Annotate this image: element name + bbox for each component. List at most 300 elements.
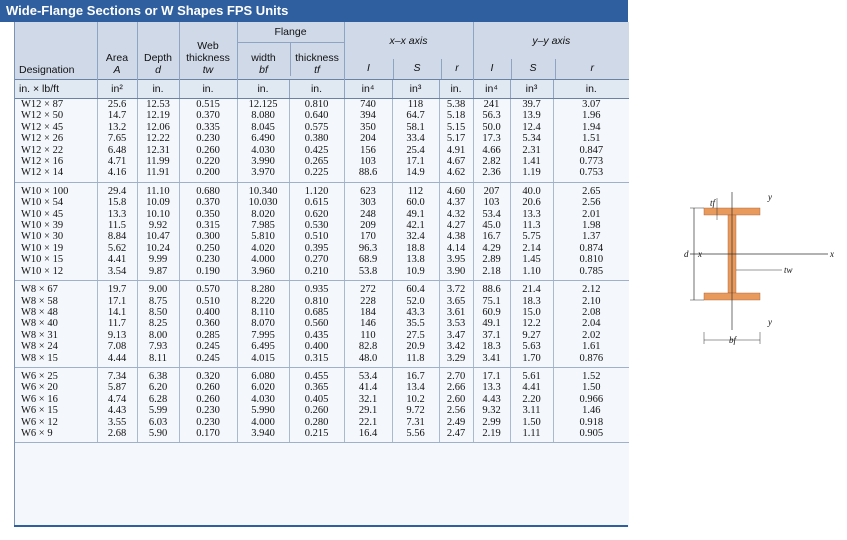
value-cell: 2.12 bbox=[553, 281, 629, 296]
value-cell: 3.53 bbox=[439, 318, 473, 329]
unit-cell: in. bbox=[439, 80, 473, 99]
value-cell: 11.7 bbox=[97, 318, 137, 329]
value-cell: 6.020 bbox=[237, 382, 289, 393]
value-cell: 6.490 bbox=[237, 133, 289, 144]
value-cell: 0.640 bbox=[289, 110, 344, 121]
value-cell: 118 bbox=[392, 99, 439, 111]
value-cell: 60.9 bbox=[473, 307, 510, 318]
value-cell: 60.0 bbox=[392, 197, 439, 208]
designation-cell: W12 × 16 bbox=[21, 156, 64, 168]
value-cell: 303 bbox=[344, 197, 392, 208]
value-cell: 12.125 bbox=[237, 99, 289, 111]
table-row bbox=[15, 394, 629, 405]
value-cell: 1.37 bbox=[553, 231, 629, 242]
value-cell: 0.365 bbox=[289, 382, 344, 393]
value-cell: 12.53 bbox=[137, 99, 179, 111]
value-cell: 8.070 bbox=[237, 318, 289, 329]
value-cell: 4.030 bbox=[237, 145, 289, 156]
value-cell: 0.285 bbox=[179, 330, 237, 341]
value-cell: 0.810 bbox=[289, 99, 344, 111]
value-cell: 8.00 bbox=[137, 330, 179, 341]
value-cell: 110 bbox=[344, 330, 392, 341]
value-cell: 394 bbox=[344, 110, 392, 121]
value-cell: 5.56 bbox=[392, 428, 439, 443]
value-cell: 0.515 bbox=[179, 99, 237, 111]
value-cell: 48.0 bbox=[344, 353, 392, 368]
table-row bbox=[15, 266, 629, 281]
table-row bbox=[15, 167, 629, 182]
value-cell: 13.3 bbox=[510, 209, 553, 220]
designation-cell: W10 × 39 bbox=[21, 220, 64, 232]
value-cell: 3.61 bbox=[439, 307, 473, 318]
value-cell: 3.90 bbox=[439, 266, 473, 281]
value-cell: 7.65 bbox=[97, 133, 137, 144]
value-cell: 0.230 bbox=[179, 254, 237, 265]
value-cell: 1.11 bbox=[510, 428, 553, 443]
value-cell: 0.425 bbox=[289, 145, 344, 156]
value-cell: 29.1 bbox=[344, 405, 392, 416]
value-cell: 8.045 bbox=[237, 122, 289, 133]
tf-label: tf bbox=[710, 198, 716, 208]
value-cell: 0.905 bbox=[553, 428, 629, 443]
value-cell: 53.4 bbox=[344, 367, 392, 382]
value-cell: 0.575 bbox=[289, 122, 344, 133]
value-cell: 1.94 bbox=[553, 122, 629, 133]
value-cell: 0.560 bbox=[289, 318, 344, 329]
value-cell: 103 bbox=[344, 156, 392, 167]
value-cell: 49.1 bbox=[473, 318, 510, 329]
value-cell: 11.8 bbox=[392, 353, 439, 368]
value-cell: 1.70 bbox=[510, 353, 553, 368]
value-cell: 82.8 bbox=[344, 341, 392, 352]
x-label-left: x bbox=[698, 249, 702, 259]
designation-cell: W12 × 22 bbox=[21, 144, 64, 156]
value-cell: 12.2 bbox=[510, 318, 553, 329]
value-cell: 5.90 bbox=[137, 428, 179, 443]
value-cell: 0.315 bbox=[289, 353, 344, 368]
value-cell: 60.4 bbox=[392, 281, 439, 296]
value-cell: 0.380 bbox=[289, 133, 344, 144]
value-cell: 0.320 bbox=[179, 367, 237, 382]
value-cell: 5.99 bbox=[137, 405, 179, 416]
value-cell: 5.990 bbox=[237, 405, 289, 416]
table-row bbox=[15, 353, 629, 368]
value-cell: 3.47 bbox=[439, 330, 473, 341]
value-cell: 4.71 bbox=[97, 156, 137, 167]
value-cell: 4.66 bbox=[473, 145, 510, 156]
value-cell: 13.8 bbox=[392, 254, 439, 265]
value-cell: 3.72 bbox=[439, 281, 473, 296]
value-cell: 112 bbox=[392, 182, 439, 197]
unit-cell: in. bbox=[179, 80, 237, 99]
table-row bbox=[15, 417, 629, 428]
value-cell: 13.3 bbox=[97, 209, 137, 220]
value-cell: 0.810 bbox=[289, 296, 344, 307]
value-cell: 228 bbox=[344, 296, 392, 307]
value-cell: 7.34 bbox=[97, 367, 137, 382]
designation-cell: W6 × 9 bbox=[15, 428, 97, 443]
table-bottom-rule bbox=[14, 525, 628, 527]
table-row bbox=[15, 281, 629, 296]
value-cell: 2.56 bbox=[553, 197, 629, 208]
table-row bbox=[15, 133, 629, 144]
value-cell: 2.14 bbox=[510, 243, 553, 254]
value-cell: 58.1 bbox=[392, 122, 439, 133]
value-cell: 17.1 bbox=[392, 156, 439, 167]
unit-cell: in³ bbox=[510, 80, 553, 99]
value-cell: 13.3 bbox=[473, 382, 510, 393]
value-cell: 1.98 bbox=[553, 220, 629, 231]
table-row bbox=[15, 254, 629, 265]
value-cell: 19.7 bbox=[97, 281, 137, 296]
value-cell: 8.84 bbox=[97, 231, 137, 242]
table-row bbox=[15, 318, 629, 329]
value-cell: 5.34 bbox=[510, 133, 553, 144]
value-cell: 4.000 bbox=[237, 254, 289, 265]
value-cell: 5.75 bbox=[510, 231, 553, 242]
value-cell: 4.74 bbox=[97, 394, 137, 405]
y-label-top: y bbox=[768, 192, 772, 202]
value-cell: 623 bbox=[344, 182, 392, 197]
value-cell: 0.245 bbox=[179, 353, 237, 368]
unit-cell: in⁴ bbox=[473, 80, 510, 99]
value-cell: 2.99 bbox=[473, 417, 510, 428]
value-cell: 350 bbox=[344, 122, 392, 133]
unit-cell: in³ bbox=[392, 80, 439, 99]
value-cell: 4.41 bbox=[510, 382, 553, 393]
value-cell: 13.4 bbox=[392, 382, 439, 393]
value-cell: 10.24 bbox=[137, 243, 179, 254]
value-cell: 53.8 bbox=[344, 266, 392, 281]
designation-cell: W8 × 15 bbox=[15, 353, 97, 368]
value-cell: 10.030 bbox=[237, 197, 289, 208]
value-cell: 103 bbox=[473, 197, 510, 208]
value-cell: 4.44 bbox=[97, 353, 137, 368]
value-cell: 3.42 bbox=[439, 341, 473, 352]
value-cell: 0.615 bbox=[289, 197, 344, 208]
y-label-bottom: y bbox=[768, 317, 772, 327]
value-cell: 5.810 bbox=[237, 231, 289, 242]
value-cell: 35.5 bbox=[392, 318, 439, 329]
value-cell: 5.38 bbox=[439, 99, 473, 111]
value-cell: 22.1 bbox=[344, 417, 392, 428]
value-cell: 0.570 bbox=[179, 281, 237, 296]
value-cell: 1.61 bbox=[553, 341, 629, 352]
value-cell: 9.72 bbox=[392, 405, 439, 416]
designation-cell: W12 × 45 bbox=[21, 121, 64, 133]
designation-cell: W12 × 26 bbox=[21, 133, 64, 145]
value-cell: 50.0 bbox=[473, 122, 510, 133]
value-cell: 12.19 bbox=[137, 110, 179, 121]
value-cell: 8.25 bbox=[137, 318, 179, 329]
unit-cell: in. bbox=[137, 80, 179, 99]
table-row bbox=[15, 296, 629, 307]
value-cell: 41.4 bbox=[344, 382, 392, 393]
value-cell: 2.31 bbox=[510, 145, 553, 156]
designation-cell: W10 × 19 bbox=[21, 242, 64, 254]
value-cell: 9.99 bbox=[137, 254, 179, 265]
value-cell: 0.405 bbox=[289, 394, 344, 405]
value-cell: 1.50 bbox=[553, 382, 629, 393]
unit-cell: in. × lb/ft bbox=[15, 80, 97, 99]
value-cell: 2.20 bbox=[510, 394, 553, 405]
value-cell: 16.7 bbox=[473, 231, 510, 242]
value-cell: 0.370 bbox=[179, 110, 237, 121]
value-cell: 4.14 bbox=[439, 243, 473, 254]
value-cell: 3.95 bbox=[439, 254, 473, 265]
value-cell: 0.510 bbox=[179, 296, 237, 307]
value-cell: 10.9 bbox=[392, 266, 439, 281]
value-cell: 1.52 bbox=[553, 367, 629, 382]
value-cell: 0.260 bbox=[179, 145, 237, 156]
value-cell: 3.990 bbox=[237, 156, 289, 167]
value-cell: 0.230 bbox=[179, 133, 237, 144]
value-cell: 0.225 bbox=[289, 167, 344, 182]
value-cell: 29.4 bbox=[97, 182, 137, 197]
unit-cell: in. bbox=[553, 80, 629, 99]
value-cell: 241 bbox=[473, 99, 510, 111]
x-label-right: x bbox=[830, 249, 834, 259]
value-cell: 6.20 bbox=[137, 382, 179, 393]
value-cell: 96.3 bbox=[344, 243, 392, 254]
properties-table-container bbox=[14, 22, 629, 527]
value-cell: 2.70 bbox=[439, 367, 473, 382]
value-cell: 53.4 bbox=[473, 209, 510, 220]
table-row bbox=[15, 122, 629, 133]
unit-cell: in. bbox=[289, 80, 344, 99]
designation-cell: W12 × 14 bbox=[15, 167, 97, 182]
value-cell: 4.000 bbox=[237, 417, 289, 428]
value-cell: 11.3 bbox=[510, 220, 553, 231]
value-cell: 4.27 bbox=[439, 220, 473, 231]
value-cell: 8.220 bbox=[237, 296, 289, 307]
value-cell: 1.41 bbox=[510, 156, 553, 167]
value-cell: 40.0 bbox=[510, 182, 553, 197]
value-cell: 9.32 bbox=[473, 405, 510, 416]
value-cell: 6.080 bbox=[237, 367, 289, 382]
value-cell: 3.54 bbox=[97, 266, 137, 281]
value-cell: 7.995 bbox=[237, 330, 289, 341]
designation-cell: W8 × 31 bbox=[21, 329, 58, 341]
value-cell: 12.31 bbox=[137, 145, 179, 156]
w-shape-cross-section-diagram bbox=[672, 180, 842, 350]
value-cell: 4.91 bbox=[439, 145, 473, 156]
value-cell: 42.1 bbox=[392, 220, 439, 231]
value-cell: 740 bbox=[344, 99, 392, 111]
value-cell: 17.3 bbox=[473, 133, 510, 144]
value-cell: 0.270 bbox=[289, 254, 344, 265]
value-cell: 13.2 bbox=[97, 122, 137, 133]
d-label: d bbox=[684, 249, 689, 259]
value-cell: 272 bbox=[344, 281, 392, 296]
value-cell: 16.7 bbox=[392, 367, 439, 382]
unit-cell: in² bbox=[97, 80, 137, 99]
value-cell: 207 bbox=[473, 182, 510, 197]
value-cell: 4.67 bbox=[439, 156, 473, 167]
value-cell: 4.030 bbox=[237, 394, 289, 405]
value-cell: 2.68 bbox=[97, 428, 137, 443]
value-cell: 4.43 bbox=[97, 405, 137, 416]
value-cell: 10.2 bbox=[392, 394, 439, 405]
value-cell: 4.16 bbox=[97, 167, 137, 182]
value-cell: 1.45 bbox=[510, 254, 553, 265]
table-row bbox=[15, 110, 629, 121]
designation-cell: W10 × 100 bbox=[21, 185, 69, 197]
value-cell: 4.43 bbox=[473, 394, 510, 405]
value-cell: 0.190 bbox=[179, 266, 237, 281]
value-cell: 1.19 bbox=[510, 167, 553, 182]
value-cell: 0.170 bbox=[179, 428, 237, 443]
value-cell: 32.1 bbox=[344, 394, 392, 405]
value-cell: 146 bbox=[344, 318, 392, 329]
value-cell: 18.3 bbox=[473, 341, 510, 352]
value-cell: 0.874 bbox=[553, 243, 629, 254]
value-cell: 17.1 bbox=[97, 296, 137, 307]
value-cell: 4.015 bbox=[237, 353, 289, 368]
table-row bbox=[15, 145, 629, 156]
value-cell: 0.370 bbox=[179, 197, 237, 208]
value-cell: 2.89 bbox=[473, 254, 510, 265]
tw-label: tw bbox=[784, 265, 793, 275]
value-cell: 0.335 bbox=[179, 122, 237, 133]
value-cell: 9.13 bbox=[97, 330, 137, 341]
value-cell: 25.4 bbox=[392, 145, 439, 156]
value-cell: 10.47 bbox=[137, 231, 179, 242]
value-cell: 0.220 bbox=[179, 156, 237, 167]
value-cell: 25.6 bbox=[97, 99, 137, 111]
unit-cell: in. bbox=[237, 80, 289, 99]
value-cell: 32.4 bbox=[392, 231, 439, 242]
value-cell: 0.785 bbox=[553, 266, 629, 281]
value-cell: 45.0 bbox=[473, 220, 510, 231]
value-cell: 1.10 bbox=[510, 266, 553, 281]
value-cell: 9.87 bbox=[137, 266, 179, 281]
value-cell: 0.395 bbox=[289, 243, 344, 254]
table-row bbox=[15, 197, 629, 208]
value-cell: 4.32 bbox=[439, 209, 473, 220]
table-row bbox=[15, 231, 629, 242]
designation-cell: W6 × 16 bbox=[21, 393, 58, 405]
value-cell: 0.360 bbox=[179, 318, 237, 329]
unit-cell: in⁴ bbox=[344, 80, 392, 99]
table-row bbox=[15, 243, 629, 254]
designation-cell: W10 × 30 bbox=[21, 231, 64, 243]
value-cell: 6.28 bbox=[137, 394, 179, 405]
value-cell: 0.753 bbox=[553, 167, 629, 182]
value-cell: 8.280 bbox=[237, 281, 289, 296]
designation-cell: W12 × 50 bbox=[21, 110, 64, 122]
value-cell: 3.940 bbox=[237, 428, 289, 443]
value-cell: 2.19 bbox=[473, 428, 510, 443]
value-cell: 0.200 bbox=[179, 167, 237, 182]
value-cell: 2.18 bbox=[473, 266, 510, 281]
value-cell: 0.620 bbox=[289, 209, 344, 220]
value-cell: 2.56 bbox=[439, 405, 473, 416]
value-cell: 5.15 bbox=[439, 122, 473, 133]
value-cell: 8.75 bbox=[137, 296, 179, 307]
value-cell: 2.04 bbox=[553, 318, 629, 329]
value-cell: 7.31 bbox=[392, 417, 439, 428]
table-row bbox=[15, 330, 629, 341]
value-cell: 15.8 bbox=[97, 197, 137, 208]
table-row bbox=[15, 182, 629, 197]
value-cell: 11.10 bbox=[137, 182, 179, 197]
designation-cell: W6 × 25 bbox=[21, 370, 58, 382]
value-cell: 0.680 bbox=[179, 182, 237, 197]
value-cell: 2.47 bbox=[439, 428, 473, 443]
value-cell: 0.510 bbox=[289, 231, 344, 242]
value-cell: 4.60 bbox=[439, 182, 473, 197]
value-cell: 16.4 bbox=[344, 428, 392, 443]
value-cell: 8.11 bbox=[137, 353, 179, 368]
value-cell: 1.50 bbox=[510, 417, 553, 428]
value-cell: 3.970 bbox=[237, 167, 289, 182]
value-cell: 0.876 bbox=[553, 353, 629, 368]
value-cell: 4.38 bbox=[439, 231, 473, 242]
value-cell: 2.10 bbox=[553, 296, 629, 307]
value-cell: 88.6 bbox=[473, 281, 510, 296]
value-cell: 12.22 bbox=[137, 133, 179, 144]
value-cell: 5.18 bbox=[439, 110, 473, 121]
value-cell: 0.685 bbox=[289, 307, 344, 318]
table-row bbox=[15, 99, 629, 111]
value-cell: 6.03 bbox=[137, 417, 179, 428]
value-cell: 3.29 bbox=[439, 353, 473, 368]
value-cell: 3.55 bbox=[97, 417, 137, 428]
value-cell: 14.7 bbox=[97, 110, 137, 121]
designation-cell: W10 × 54 bbox=[21, 197, 64, 209]
value-cell: 0.966 bbox=[553, 394, 629, 405]
header-designation: Designation bbox=[15, 22, 97, 80]
value-cell: 0.250 bbox=[179, 243, 237, 254]
value-cell: 17.1 bbox=[473, 367, 510, 382]
value-cell: 2.02 bbox=[553, 330, 629, 341]
value-cell: 0.530 bbox=[289, 220, 344, 231]
value-cell: 39.7 bbox=[510, 99, 553, 111]
value-cell: 2.36 bbox=[473, 167, 510, 182]
value-cell: 0.455 bbox=[289, 367, 344, 382]
designation-cell: W8 × 67 bbox=[21, 284, 58, 296]
value-cell: 2.08 bbox=[553, 307, 629, 318]
value-cell: 88.6 bbox=[344, 167, 392, 182]
value-cell: 7.93 bbox=[137, 341, 179, 352]
table-row bbox=[15, 209, 629, 220]
value-cell: 0.810 bbox=[553, 254, 629, 265]
value-cell: 12.06 bbox=[137, 122, 179, 133]
table-row bbox=[15, 341, 629, 352]
header-x-axis: x–x axis I S r bbox=[344, 22, 473, 80]
value-cell: 2.60 bbox=[439, 394, 473, 405]
value-cell: 0.847 bbox=[553, 145, 629, 156]
value-cell: 11.91 bbox=[137, 167, 179, 182]
designation-cell: W6 × 15 bbox=[21, 405, 58, 417]
value-cell: 10.09 bbox=[137, 197, 179, 208]
value-cell: 0.260 bbox=[179, 394, 237, 405]
value-cell: 0.265 bbox=[289, 156, 344, 167]
value-cell: 4.62 bbox=[439, 167, 473, 182]
value-cell: 37.1 bbox=[473, 330, 510, 341]
table-row bbox=[15, 220, 629, 231]
value-cell: 0.260 bbox=[289, 405, 344, 416]
w-shapes-table bbox=[15, 22, 629, 443]
value-cell: 7.08 bbox=[97, 341, 137, 352]
value-cell: 3.07 bbox=[553, 99, 629, 111]
value-cell: 14.9 bbox=[392, 167, 439, 182]
value-cell: 0.280 bbox=[289, 417, 344, 428]
value-cell: 8.110 bbox=[237, 307, 289, 318]
value-cell: 2.49 bbox=[439, 417, 473, 428]
value-cell: 4.41 bbox=[97, 254, 137, 265]
